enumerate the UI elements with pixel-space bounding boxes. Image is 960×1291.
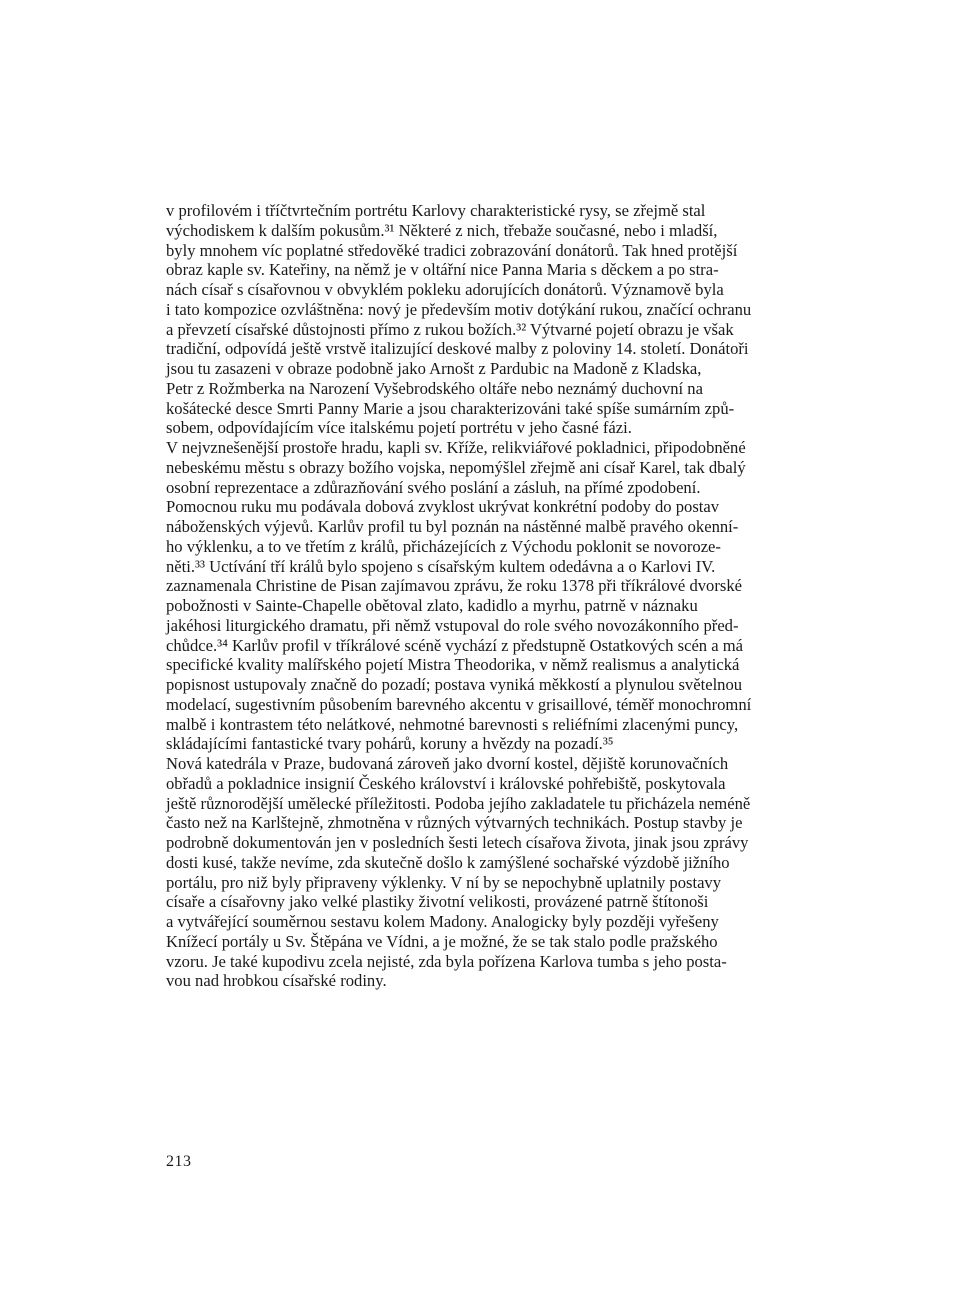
text-line: Nová katedrála v Praze, budovaná zároveň jako dvorní kostel, dějiště korunovačních	[166, 754, 729, 773]
text-line: nebeskému městu s obrazy božího vojska, nepomýšlel zřejmě ani císař Karel, tak dbalý	[166, 457, 746, 477]
text-line: specifické kvality malířského pojetí Mistra Theodorika, v němž realismus a analytická	[166, 655, 740, 675]
text-line: něti.³³ Uctívání tří králů bylo spojeno s císařským kultem odedávna a o Karlovi IV.	[166, 556, 716, 576]
text-line: podrobně dokumentován jen v posledních šesti letech císařova života, jinak jsou zprávy	[166, 833, 749, 852]
text-line: obraz kaple sv. Kateřiny, na němž je v oltářní nice Panna Maria s děckem a po stra-	[166, 260, 719, 280]
text-line: osobní reprezentace a zdůrazňování svého poslání a zásluh, na přímé zpodobení.	[166, 477, 701, 497]
text-line: císaře a císařovny jako velké plastiky životní velikosti, provázené patrně štítonoši	[166, 892, 709, 912]
text-line: jakéhosi liturgického dramatu, při němž vstupoval do role svého novozákonního před-	[166, 615, 739, 635]
body-text	[166, 201, 806, 991]
text-line: chůdce.³⁴ Karlův profil v tříkrálové scéně vychází z předstupně Ostatkových scén a má	[166, 635, 744, 655]
text-line: byly mnohem víc poplatné středověké tradici zobrazování donátorů. Tak hned protější	[166, 240, 738, 260]
text-line: zaznamenala Christine de Pisan zajímavou zprávu, že roku 1378 při tříkrálové dvorské	[166, 576, 742, 596]
text-line: obřadů a pokladnice insignií Českého království i královské pohřebiště, poskytovala	[166, 773, 726, 793]
text-line: i tato kompozice ozvláštněna: nový je především motiv dotýkání rukou, značící ochranu	[166, 299, 752, 319]
text-line: Petr z Rožmberka na Narození Vyšebrodského oltáře nebo neznámý duchovní na	[166, 378, 703, 398]
text-line: skládajícími fantastické tvary pohárů, koruny a hvězdy na pozadí.³⁵	[166, 734, 614, 754]
text-line: a vytvářející souměrnou sestavu kolem Madony. Analogicky byly později vyřešeny	[166, 912, 719, 931]
text-line: jsou tu zasazeni v obraze podobně jako Arnošt z Pardubic na Madoně z Kladska,	[166, 359, 702, 378]
text-line: vzoru. Je také kupodivu zcela nejisté, zda byla pořízena Karlova tumba s jeho posta-	[166, 951, 727, 971]
text-line: východiskem k dalším pokusům.³¹ Některé z nich, třebaže současné, nebo i mladší,	[166, 220, 718, 240]
text-line: Knížecí portály u Sv. Štěpána ve Vídni, a je možné, že se tak stalo podle pražského	[166, 931, 718, 951]
text-line: dosti kusé, takže nevíme, zda skutečně došlo k zamýšlené sochařské výzdobě jižního	[166, 852, 730, 872]
text-line: často než na Karlštejně, zhmotněna v různých výtvarných technikách. Postup stavby je	[166, 813, 743, 833]
text-line: V nejvznešenější prostoře hradu, kapli sv. Kříže, relikviářové pokladnici, připodobněné	[166, 438, 746, 457]
text-line: v profilovém i tříčtvrtečním portrétu Karlovy charakteristické rysy, se zřejmě stal	[166, 201, 706, 220]
text-line: ho výklenku, a to ve třetím z králů, přicházejících z Východu poklonit se novoroze-	[166, 536, 721, 556]
text-line: malbě i kontrastem této nelátkové, nehmotné barevnosti s reliéfními zlacenými puncy,	[166, 714, 739, 734]
text-line: sobem, odpovídajícím více italskému pojetí portrétu v jeho časné fázi.	[166, 418, 632, 438]
text-line: popisnost ustupovaly značně do pozadí; postava vyniká měkkostí a plynulou světelnou	[166, 675, 743, 694]
text-line: portálu, pro niž byly připraveny výklenky. V ní by se nepochybně uplatnily postavy	[166, 872, 722, 892]
text-line: košátecké desce Smrti Panny Marie a jsou charakterizováni také spíše sumárním způ-	[166, 398, 735, 418]
text-line: nách císař s císařovnou v obvyklém pokleku adorujících donátorů. Významově byla	[166, 280, 724, 299]
page-number: 213	[166, 1153, 192, 1170]
text-line: náboženských výjevů. Karlův profil tu byl poznán na nástěnné malbě pravého okenní-	[166, 517, 739, 536]
text-line: tradiční, odpovídá ještě vrstvě italizující deskové malby z poloviny 14. století. Donátoři	[166, 339, 749, 359]
text-line: vou nad hrobkou císařské rodiny.	[166, 971, 387, 991]
text-line: modelací, sugestivním působením barevného akcentu v grisaillové, téměř monochromní	[166, 694, 752, 714]
text-line: Pomocnou ruku mu podávala dobová zvyklost ukrývat konkrétní podoby do postav	[166, 497, 720, 517]
text-line: pobožnosti v Sainte-Chapelle obětoval zlato, kadidlo a myrhu, patrně v náznaku	[166, 596, 698, 615]
text-line: ještě různorodější umělecké příležitosti. Podoba jejího zakladatele tu přicházela neméně	[166, 793, 751, 813]
text-line: a převzetí císařské důstojnosti přímo z rukou božích.³² Výtvarné pojetí obrazu je však	[166, 319, 734, 339]
